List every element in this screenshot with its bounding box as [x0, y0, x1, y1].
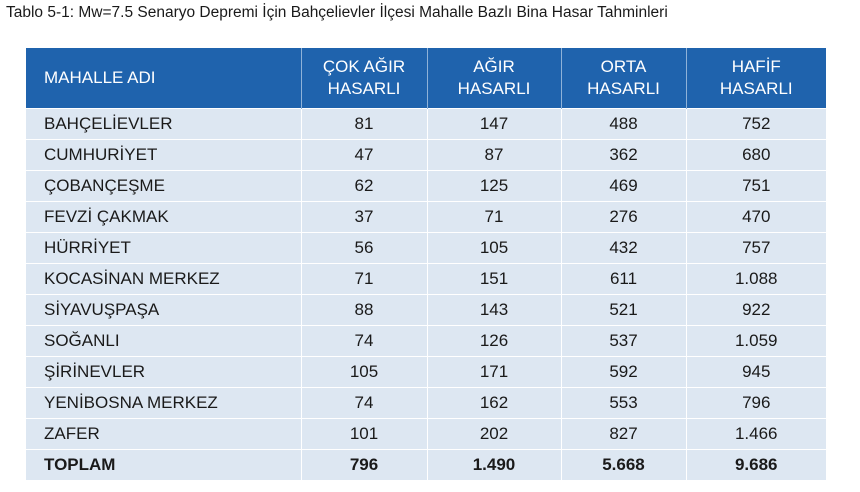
- orta-cell: 276: [561, 201, 686, 232]
- header-mahalle-adi: MAHALLE ADI: [44, 67, 156, 87]
- mahalle-name-cell: SOĞANLI: [26, 325, 301, 356]
- cok-agir-cell: 105: [301, 356, 427, 387]
- header-hafif-hasarli: HAFİF HASARLI: [686, 48, 826, 108]
- total-row: [26, 449, 826, 480]
- hafif-cell: 1.088: [686, 263, 826, 294]
- cok-agir-cell: 74: [301, 325, 427, 356]
- agir-cell: 143: [427, 294, 561, 325]
- total-hafif-cell: 9.686: [686, 449, 826, 480]
- agir-cell: 71: [427, 201, 561, 232]
- orta-cell: 488: [561, 108, 686, 139]
- table-row: [26, 108, 826, 139]
- cok-agir-cell: 71: [301, 263, 427, 294]
- mahalle-name-cell: CUMHURİYET: [26, 139, 301, 170]
- mahalle-name-cell: FEVZİ ÇAKMAK: [26, 201, 301, 232]
- total-orta-cell: 5.668: [561, 449, 686, 480]
- orta-cell: 553: [561, 387, 686, 418]
- hafif-cell: 796: [686, 387, 826, 418]
- hafif-cell: 751: [686, 170, 826, 201]
- damage-estimate-table: [26, 48, 826, 480]
- table-row: [26, 170, 826, 201]
- cok-agir-cell: 101: [301, 418, 427, 449]
- agir-cell: 147: [427, 108, 561, 139]
- header-orta-hasarli: ORTA HASARLI: [561, 48, 686, 108]
- mahalle-name-cell: ÇOBANÇEŞME: [26, 170, 301, 201]
- agir-cell: 87: [427, 139, 561, 170]
- total-mahalle-name-cell: TOPLAM: [26, 449, 301, 480]
- orta-cell: 537: [561, 325, 686, 356]
- orta-cell: 362: [561, 139, 686, 170]
- orta-cell: 521: [561, 294, 686, 325]
- table-row: [26, 356, 826, 387]
- orta-cell: 592: [561, 356, 686, 387]
- agir-cell: 202: [427, 418, 561, 449]
- agir-cell: 105: [427, 232, 561, 263]
- orta-cell: 827: [561, 418, 686, 449]
- cok-agir-cell: 62: [301, 170, 427, 201]
- hafif-cell: 922: [686, 294, 826, 325]
- agir-cell: 171: [427, 356, 561, 387]
- total-agir-cell: 1.490: [427, 449, 561, 480]
- table-row: [26, 294, 826, 325]
- total-cok-agir-cell: 796: [301, 449, 427, 480]
- table-row: [26, 418, 826, 449]
- table-caption: Tablo 5-1: Mw=7.5 Senaryo Depremi İçin Bahçelievler İlçesi Mahalle Bazlı Bina Hasar Tahminleri: [6, 4, 668, 21]
- mahalle-name-cell: ZAFER: [26, 418, 301, 449]
- orta-cell: 469: [561, 170, 686, 201]
- cok-agir-cell: 74: [301, 387, 427, 418]
- mahalle-name-cell: YENİBOSNA MERKEZ: [26, 387, 301, 418]
- header-cok-agir-hasarli: ÇOK AĞIR HASARLI: [301, 48, 427, 108]
- hafif-cell: 945: [686, 356, 826, 387]
- mahalle-name-cell: ŞİRİNEVLER: [26, 356, 301, 387]
- hafif-cell: 1.466: [686, 418, 826, 449]
- mahalle-name-cell: SİYAVUŞPAŞA: [26, 294, 301, 325]
- table-row: [26, 263, 826, 294]
- hafif-cell: 1.059: [686, 325, 826, 356]
- table-row: [26, 387, 826, 418]
- hafif-cell: 680: [686, 139, 826, 170]
- cok-agir-cell: 56: [301, 232, 427, 263]
- hafif-cell: 757: [686, 232, 826, 263]
- mahalle-name-cell: BAHÇELİEVLER: [26, 108, 301, 139]
- mahalle-name-cell: KOCASİNAN MERKEZ: [26, 263, 301, 294]
- table-row: [26, 325, 826, 356]
- orta-cell: 611: [561, 263, 686, 294]
- table-row: [26, 201, 826, 232]
- table-header-row: [26, 48, 826, 108]
- hafif-cell: 752: [686, 108, 826, 139]
- table-row: [26, 232, 826, 263]
- cok-agir-cell: 81: [301, 108, 427, 139]
- agir-cell: 125: [427, 170, 561, 201]
- agir-cell: 162: [427, 387, 561, 418]
- cok-agir-cell: 37: [301, 201, 427, 232]
- cok-agir-cell: 47: [301, 139, 427, 170]
- cok-agir-cell: 88: [301, 294, 427, 325]
- orta-cell: 432: [561, 232, 686, 263]
- header-agir-hasarli: AĞIR HASARLI: [427, 48, 561, 108]
- agir-cell: 151: [427, 263, 561, 294]
- hafif-cell: 470: [686, 201, 826, 232]
- mahalle-name-cell: HÜRRİYET: [26, 232, 301, 263]
- agir-cell: 126: [427, 325, 561, 356]
- table-row: [26, 139, 826, 170]
